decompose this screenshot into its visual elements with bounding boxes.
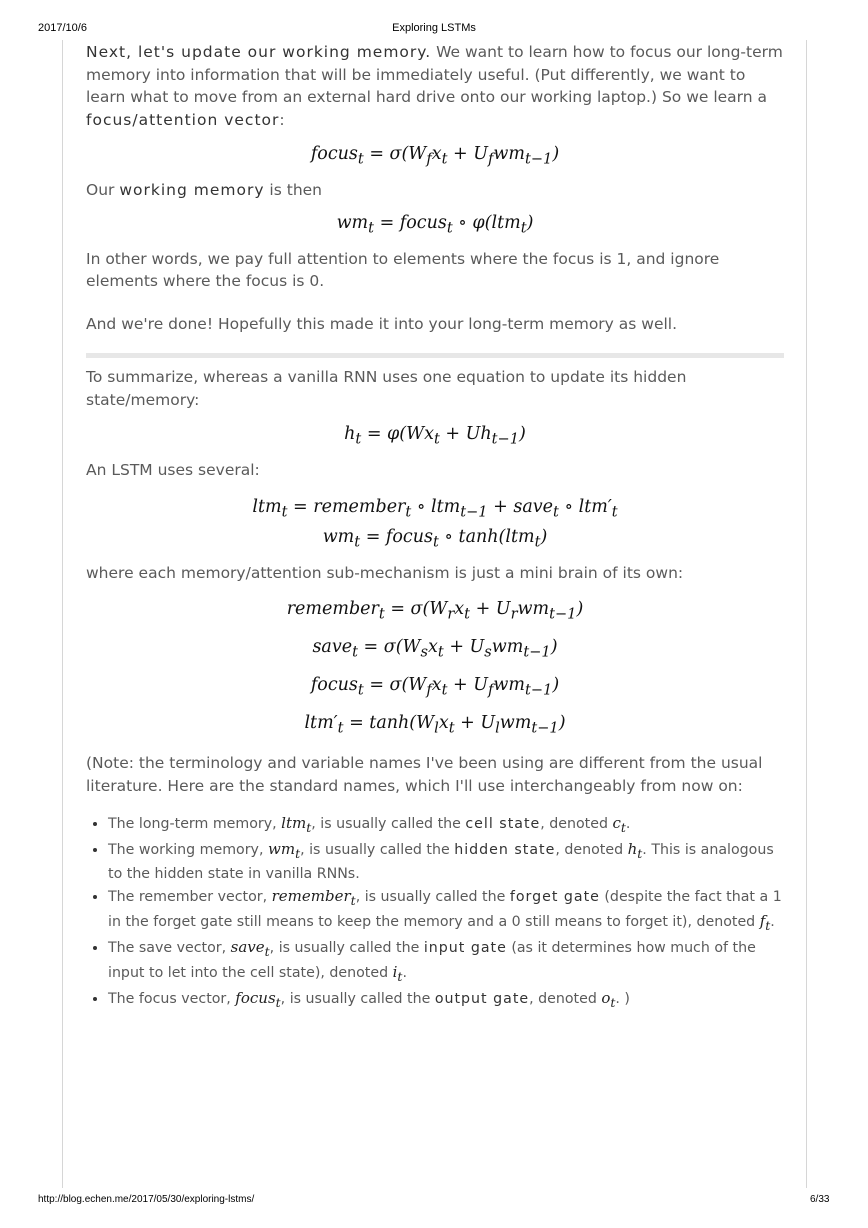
- symbol: $f_t$: [759, 912, 771, 933]
- paragraph-text: We want to learn how to focus our long-term memory into information that will be immediately useful. (Put differently, we want to learn what to move from an external hard drive onto our working laptop.) So we learn a: [86, 43, 783, 106]
- variable: focus$_t$: [235, 988, 281, 1010]
- variable: ltm$_t$: [281, 814, 312, 835]
- text: .: [625, 816, 631, 832]
- text: .: [770, 914, 775, 930]
- paragraph-sub-mechanism: where each memory/attention sub-mechanism is just a mini brain of its own:: [86, 563, 684, 582]
- footer-page-number: 6/33: [810, 1194, 830, 1205]
- paragraph-working-memory-then: [86, 179, 784, 202]
- paragraph-summarize: To summarize, whereas a vanilla RNN uses one equation to update its hidden state/memory:: [86, 368, 687, 409]
- left-border: [62, 40, 63, 1188]
- text: The working memory,: [108, 841, 268, 858]
- paragraph-lstm-several: An LSTM uses several:: [86, 461, 260, 479]
- text: , denoted: [529, 990, 602, 1007]
- page-title: Exploring LSTMs: [392, 22, 476, 34]
- text: (as it determines how much of the input to let into the cell state), denoted: [108, 939, 756, 981]
- equation-focus-2: focus$_t$ = $\sigma(W_fx_t + U_fwm_{t-1})$: [310, 675, 560, 699]
- text: . ): [615, 990, 630, 1007]
- variable: $wm_t$: [267, 839, 301, 861]
- equation-focus: focus$_t$ = $\sigma(W_fx_t + U_fwm_{t-1})$: [310, 144, 560, 168]
- keyword: output gate: [434, 990, 530, 1007]
- footer-url: http://blog.echen.me/2017/05/30/exploring-lstms/: [38, 1194, 255, 1205]
- text: , is usually called the: [280, 990, 435, 1007]
- text: , is usually called the: [311, 816, 466, 832]
- right-border: [806, 40, 807, 1188]
- equation-remember: remember$_t$ = $\sigma(W_rx_t + U_rwm_{t-1})$: [286, 599, 584, 623]
- paragraph-attention: In other words, we pay full attention to elements where the focus is 1, and ignore elements where the focus is 0.: [86, 249, 720, 290]
- section-divider: [86, 353, 784, 358]
- symbol: $o_t$: [601, 988, 616, 1010]
- keyword-update: Next, let's update our working memory.: [86, 43, 432, 61]
- list-item: [108, 839, 784, 886]
- text: , is usually called the: [355, 888, 510, 905]
- equation-ltm: ltm$_t$ = remember$_t$ ∘ ltm$_{t-1}$ + save$_t$ ∘ $ltm'_t$: [252, 496, 618, 520]
- symbol: $c_t$: [612, 814, 626, 835]
- paragraph-done: And we're done! Hopefully this made it into your long-term memory as well.: [86, 314, 678, 333]
- text: The focus vector,: [108, 990, 236, 1007]
- text: The remember vector,: [108, 888, 272, 905]
- keyword: input gate: [423, 939, 507, 956]
- paragraph-note: (Note: the terminology and variable names I've been using are different from the usual literature. Here are the standard names, which I'll use interchangeably from now on:: [86, 754, 763, 795]
- list-item: [108, 937, 784, 988]
- equation-rnn: $h_t = \varphi(Wx_t + Uh_{t-1})$: [344, 424, 526, 448]
- text: is then: [264, 181, 322, 199]
- keyword: cell state: [465, 816, 541, 832]
- text: Our: [86, 181, 120, 199]
- variable: remember$_t$: [271, 886, 356, 908]
- terminology-list: [86, 813, 784, 1013]
- text: The save vector,: [108, 939, 231, 956]
- text: , denoted: [540, 816, 613, 832]
- paragraph-working-memory: [86, 41, 784, 131]
- text: The long-term memory,: [108, 816, 282, 832]
- equation-ltm-prime: $ltm'_t = \tanh(W_lx_t + U_lwm_{t-1})$: [304, 713, 566, 737]
- keyword-working-memory: working memory: [119, 181, 265, 199]
- keyword: forget gate: [509, 888, 600, 905]
- list-item: [108, 988, 784, 1014]
- symbol: $h_t$: [627, 839, 643, 861]
- text: .: [402, 965, 407, 981]
- variable: save$_t$: [230, 937, 270, 959]
- symbol: $i_t$: [392, 963, 403, 984]
- equation-save: save$_t$ = $\sigma(W_sx_t + U_swm_{t-1})$: [312, 637, 558, 661]
- keyword-focus-vector: focus/attention vector: [86, 110, 280, 129]
- text: . This is analogous to the hidden state in vanilla RNNs.: [108, 841, 774, 882]
- equation-wm: $wm_t$ = focus$_t$ ∘ φ(ltm$_t$): [336, 212, 534, 236]
- punct: :: [279, 110, 285, 129]
- print-date: 2017/10/6: [38, 22, 87, 34]
- text: , denoted: [555, 841, 628, 858]
- text: (despite the fact that a 1 in the forget gate still means to keep the memory and a 0 still means to forget it), denoted: [108, 888, 782, 930]
- list-item: [108, 886, 784, 937]
- keyword: hidden state: [454, 841, 556, 858]
- article-content: [86, 40, 784, 1013]
- text: , is usually called the: [300, 841, 455, 858]
- equation-wm-tanh: $wm_t$ = focus$_t$ ∘ tanh(ltm$_t$): [322, 526, 548, 550]
- text: , is usually called the: [269, 939, 424, 956]
- list-item: [108, 813, 784, 839]
